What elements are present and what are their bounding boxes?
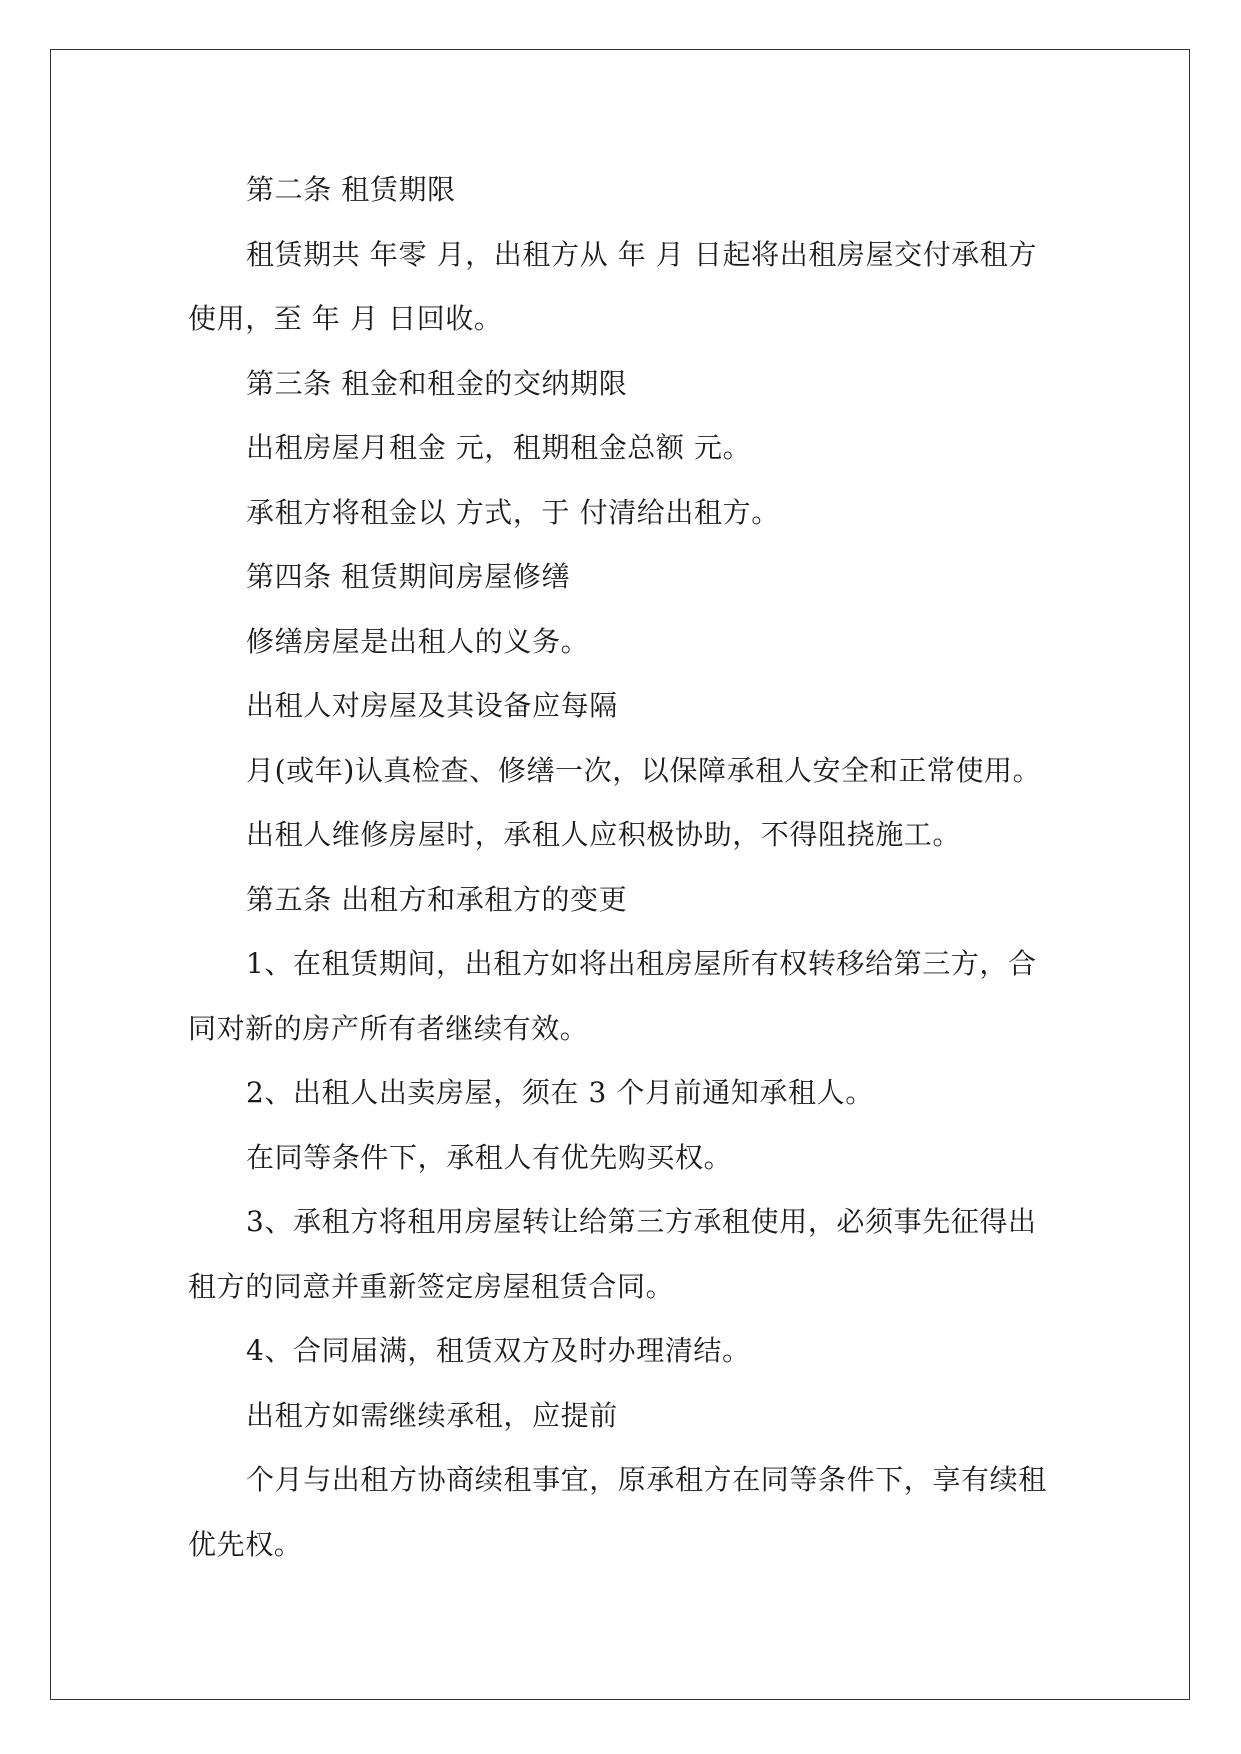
rent-payment-paragraph: 承租方将租金以 方式，于 付清给出租方。	[246, 495, 780, 529]
article-5-heading: 第五条 出租方和承租方的变更	[246, 882, 628, 916]
article-4-heading: 第四条 租赁期间房屋修缮	[246, 560, 571, 593]
repair-duty-paragraph: 修缮房屋是出租人的义务。	[246, 624, 590, 658]
priority-purchase-paragraph: 在同等条件下，承租人有优先购买权。	[246, 1140, 733, 1174]
inspection-frequency-paragraph: 月(或年)认真检查、修缮一次，以保障承租人安全和正常使用。	[246, 753, 1042, 787]
clause-4-paragraph: 4、合同届满，租赁双方及时办理清结。	[246, 1334, 751, 1367]
article-2-heading: 第二条 租赁期限	[246, 173, 456, 206]
renewal-notice-paragraph: 出租方如需继续承租，应提前	[246, 1398, 618, 1432]
clause-3-paragraph: 3、承租方将租用房屋转让给第三方承租使用，必须事先征得出租方的同意并重新签定房屋租赁合同。	[188, 1205, 1037, 1303]
inspection-interval-paragraph: 出租人对房屋及其设备应每隔	[246, 689, 618, 722]
rent-amount-paragraph: 出租房屋月租金 元，租期租金总额 元。	[246, 431, 752, 464]
lease-term-paragraph: 租赁期共 年零 月，出租方从 年 月 日起将出租房屋交付承租方使用，至 年 月 日回收。	[188, 237, 1038, 335]
clause-1-paragraph: 1、在租赁期间，出租方如将出租房屋所有权转移给第三方，合同对新的房产所有者继续有效。	[188, 947, 1037, 1045]
article-3-heading: 第三条 租金和租金的交纳期限	[246, 366, 628, 400]
renewal-priority-paragraph: 个月与出租方协商续租事宜，原承租方在同等条件下，享有续租优先权。	[188, 1463, 1047, 1561]
clause-2-paragraph: 2、出租人出卖房屋，须在 3 个月前通知承租人。	[246, 1076, 874, 1109]
document-body	[188, 158, 1058, 1577]
repair-cooperation-paragraph: 出租人维修房屋时，承租人应积极协助，不得阻挠施工。	[246, 818, 962, 851]
